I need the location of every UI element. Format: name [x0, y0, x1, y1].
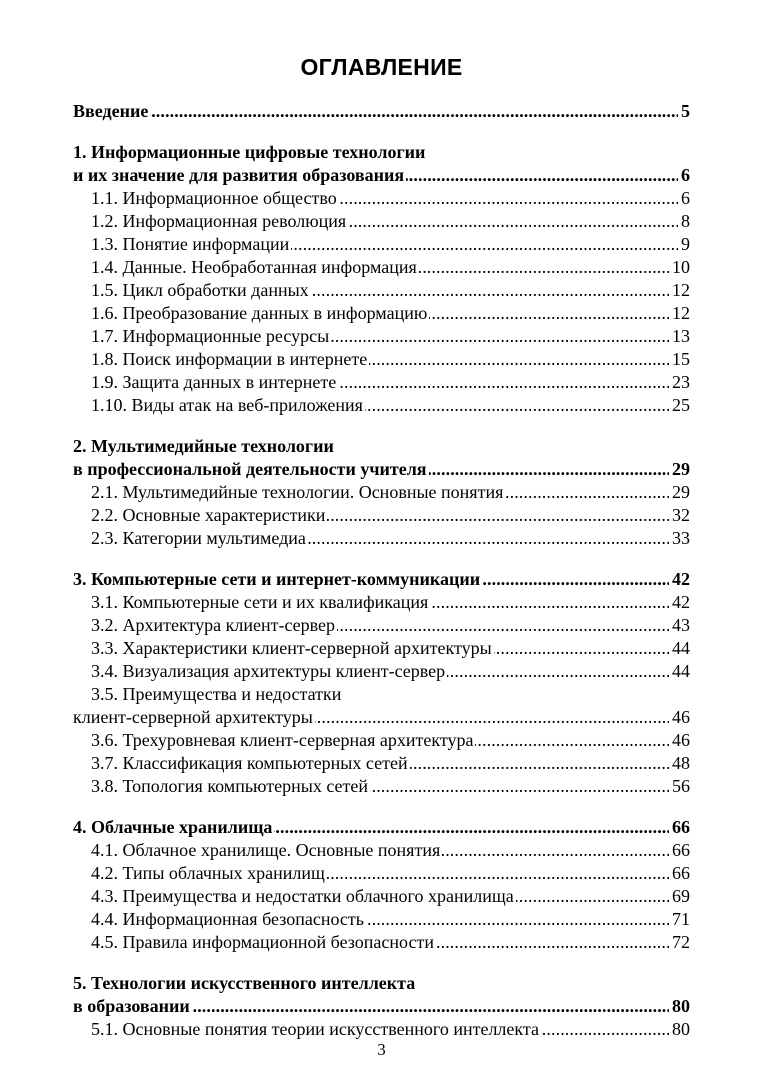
toc-page-number: 29	[669, 481, 690, 504]
toc-entry-chapter-2[interactable]	[73, 458, 690, 481]
table-of-contents	[73, 100, 690, 1041]
toc-entry-title: 4.4. Информационная безопасность	[91, 909, 364, 929]
toc-entry-1-6[interactable]	[73, 302, 690, 325]
toc-page-number: 12	[669, 302, 690, 325]
chapter-2-title-line1: 2. Мультимедийные технологии	[73, 436, 334, 456]
toc-page-number: 9	[678, 233, 690, 256]
toc-page-number: 66	[669, 862, 690, 885]
toc-entry-title: 1.4. Данные. Необработанная информация	[91, 257, 417, 277]
toc-entry-title: 3.1. Компьютерные сети и их квалификация	[91, 592, 429, 612]
toc-entry-title: 2.3. Категории мультимедиа	[91, 528, 306, 548]
toc-page-number: 5	[678, 100, 690, 123]
toc-entry-4-1[interactable]	[73, 839, 690, 862]
toc-entry-title: 3.6. Трехуровневая клиент-серверная архитектура	[91, 730, 474, 750]
toc-entry-5-1[interactable]	[73, 1018, 690, 1041]
toc-page-number: 13	[669, 325, 690, 348]
toc-entry-3-4[interactable]	[73, 660, 690, 683]
toc-page-number: 66	[669, 839, 690, 862]
toc-entry-1-7[interactable]	[73, 325, 690, 348]
toc-entry-title: в профессиональной деятельности учителя	[73, 459, 427, 479]
toc-page-number: 23	[669, 371, 690, 394]
toc-page-number: 29	[669, 458, 690, 481]
toc-entry-1-3[interactable]	[73, 233, 690, 256]
toc-page-number: 71	[669, 908, 690, 931]
toc-entry-1-9[interactable]	[73, 371, 690, 394]
toc-entry-title: и их значение для развития образования	[73, 165, 405, 185]
toc-page-number: 46	[669, 729, 690, 752]
toc-page-number: 44	[669, 637, 690, 660]
chapter-5-title-line1: 5. Технологии искусственного интеллекта	[73, 973, 416, 993]
toc-entry-title: 1.8. Поиск информации в интернете	[91, 349, 368, 369]
toc-entry-title: 4.1. Облачное хранилище. Основные понятия	[91, 840, 441, 860]
toc-entry-title: в образовании	[73, 996, 190, 1016]
toc-entry-4-2[interactable]	[73, 862, 690, 885]
toc-entry-3-7[interactable]	[73, 752, 690, 775]
page-number: 3	[377, 1040, 386, 1059]
toc-page-number: 6	[678, 164, 690, 187]
toc-page-number: 66	[669, 816, 690, 839]
toc-entry-3-5-line1: 3.5. Преимущества и недостатки	[91, 684, 342, 704]
toc-entry-title: 4. Облачные хранилища	[73, 817, 273, 837]
toc-entry-1-4[interactable]	[73, 256, 690, 279]
toc-page-number: 12	[669, 279, 690, 302]
toc-entry-title: 5.1. Основные понятия теории искусственного интеллекта	[91, 1019, 539, 1039]
toc-entry-chapter-1[interactable]	[73, 164, 690, 187]
toc-page-number: 33	[669, 527, 690, 550]
toc-entry-chapter-3[interactable]	[73, 568, 690, 591]
dot-leader	[73, 100, 690, 123]
toc-entry-title: 3.4. Визуализация архитектуры клиент-сервер	[91, 661, 446, 681]
toc-entry-title: 3.7. Классификация компьютерных сетей	[91, 753, 408, 773]
toc-entry-title: 4.2. Типы облачных хранилищ	[91, 863, 325, 883]
toc-entry-1-8[interactable]	[73, 348, 690, 371]
toc-entry-3-1[interactable]	[73, 591, 690, 614]
toc-entry-title: 1.9. Защита данных в интернете	[91, 372, 337, 392]
toc-page-number: 8	[678, 210, 690, 233]
toc-page-number: 42	[669, 568, 690, 591]
toc-entry-title: 3. Компьютерные сети и интернет-коммуникации	[73, 569, 481, 589]
toc-entry-title: Введение	[73, 101, 149, 121]
toc-entry-title: 3.2. Архитектура клиент-сервер	[91, 615, 336, 635]
toc-page-number: 32	[669, 504, 690, 527]
toc-entry-title: 4.5. Правила информационной безопасности	[91, 932, 434, 952]
toc-entry-4-5[interactable]	[73, 931, 690, 954]
toc-page-number: 72	[669, 931, 690, 954]
toc-entry-title: клиент-серверной архитектуры	[73, 707, 313, 727]
toc-entry-1-1[interactable]	[73, 187, 690, 210]
toc-entry-1-5[interactable]	[73, 279, 690, 302]
page-title: ОГЛАВЛЕНИЕ	[300, 54, 463, 80]
toc-page-number: 25	[669, 394, 690, 417]
toc-entry-title: 2.2. Основные характеристики	[91, 505, 326, 525]
chapter-1-title-line1: 1. Информационные цифровые технологии	[73, 142, 426, 162]
toc-page-number: 10	[669, 256, 690, 279]
toc-entry-title: 4.3. Преимущества и недостатки облачного хранилища	[91, 886, 514, 906]
toc-entry-3-5[interactable]	[73, 706, 690, 729]
toc-entry-2-1[interactable]	[73, 481, 690, 504]
toc-page-number: 56	[669, 775, 690, 798]
toc-entry-title: 1.1. Информационное общество	[91, 188, 337, 208]
toc-entry-title: 1.10. Виды атак на веб-приложения	[91, 395, 363, 415]
toc-entry-title: 3.3. Характеристики клиент-серверной архитектуры	[91, 638, 492, 658]
toc-entry-2-3[interactable]	[73, 527, 690, 550]
toc-entry-2-2[interactable]	[73, 504, 690, 527]
toc-entry-1-2[interactable]	[73, 210, 690, 233]
toc-entry-title: 1.6. Преобразование данных в информацию	[91, 303, 428, 323]
toc-entry-3-2[interactable]	[73, 614, 690, 637]
toc-entry-3-6[interactable]	[73, 729, 690, 752]
toc-page-number: 42	[669, 591, 690, 614]
toc-entry-4-4[interactable]	[73, 908, 690, 931]
toc-entry-intro[interactable]	[73, 100, 690, 123]
toc-page-number: 44	[669, 660, 690, 683]
toc-entry-3-3[interactable]	[73, 637, 690, 660]
toc-page-number: 48	[669, 752, 690, 775]
toc-entry-chapter-4[interactable]	[73, 816, 690, 839]
toc-entry-chapter-5[interactable]	[73, 995, 690, 1018]
toc-entry-title: 1.7. Информационные ресурсы	[91, 326, 330, 346]
toc-entry-title: 2.1. Мультимедийные технологии. Основные понятия	[91, 482, 504, 502]
toc-entry-3-8[interactable]	[73, 775, 690, 798]
toc-entry-title: 1.2. Информационная революция	[91, 211, 347, 231]
toc-entry-1-10[interactable]	[73, 394, 690, 417]
toc-page-number: 6	[678, 187, 690, 210]
toc-page-number: 80	[669, 995, 690, 1018]
toc-entry-4-3[interactable]	[73, 885, 690, 908]
toc-page-number: 43	[669, 614, 690, 637]
toc-page-number: 15	[669, 348, 690, 371]
toc-page-number: 80	[669, 1018, 690, 1041]
toc-entry-title: 3.8. Топология компьютерных сетей	[91, 776, 369, 796]
toc-page-number: 69	[669, 885, 690, 908]
toc-entry-title: 1.3. Понятие информации	[91, 234, 290, 254]
toc-page-number: 46	[669, 706, 690, 729]
toc-entry-title: 1.5. Цикл обработки данных	[91, 280, 309, 300]
